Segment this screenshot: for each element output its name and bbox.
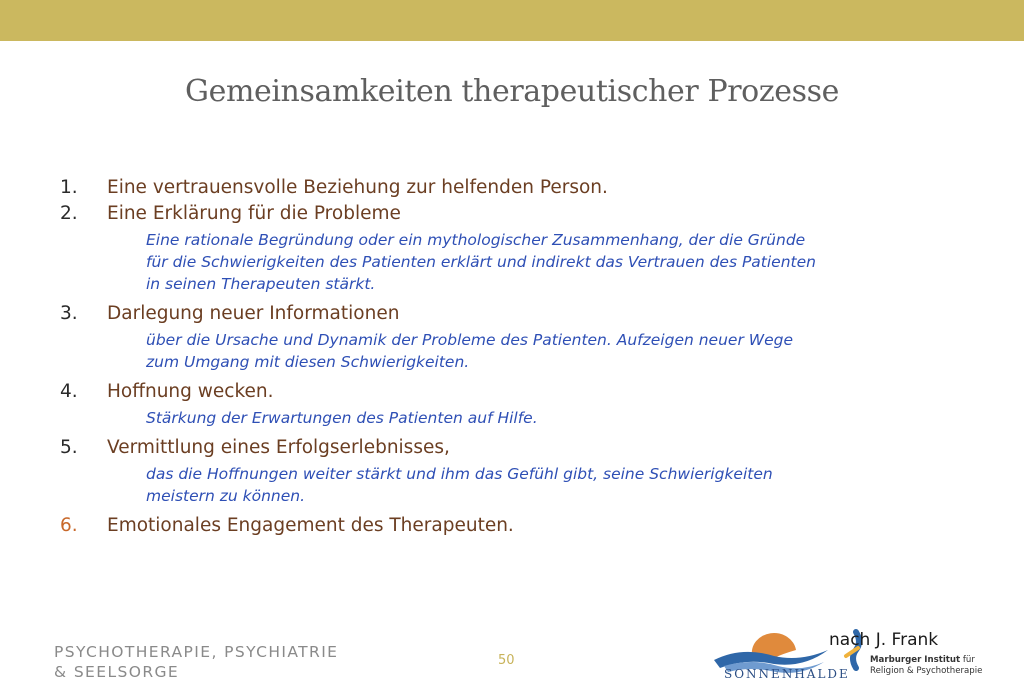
item-text: Eine Erklärung für die Probleme <box>107 203 401 224</box>
item-description <box>60 463 976 507</box>
list-item <box>60 201 980 295</box>
item-description <box>60 229 976 295</box>
attribution-text: nach J. Frank <box>829 630 939 650</box>
item-description <box>60 407 976 429</box>
item-number: 1. <box>60 177 78 198</box>
marburg-logo-text <box>870 655 982 677</box>
description-line: meistern zu können. <box>146 487 306 505</box>
list-item <box>60 435 980 507</box>
description-line: in seinen Therapeuten stärkt. <box>146 275 376 293</box>
description-line: zum Umgang mit diesen Schwierigkeiten. <box>146 353 470 371</box>
description-line: das die Hoffnungen weiter stärkt und ihm das Gefühl gibt, seine Schwierigkeiten <box>146 465 773 483</box>
list-item <box>60 301 980 373</box>
description-line: Eine rationale Begründung oder ein mythologischer Zusammenhang, der die Gründe <box>146 231 806 249</box>
description-line: Stärkung der Erwartungen des Patienten auf Hilfe. <box>146 409 538 427</box>
top-accent-bar <box>0 0 1024 41</box>
item-text: Emotionales Engagement des Therapeuten. <box>107 515 514 536</box>
marburg-suffix: für <box>960 655 975 665</box>
marburg-line2: Religion & Psychotherapie <box>870 666 983 676</box>
item-text: Eine vertrauensvolle Beziehung zur helfenden Person. <box>107 177 608 198</box>
footer-line: & SEELSORGE <box>54 663 180 681</box>
item-description <box>60 329 976 373</box>
description-line: über die Ursache und Dynamik der Probleme des Patienten. Aufzeigen neuer Wege <box>146 331 793 349</box>
list-item <box>60 513 980 539</box>
marburg-line1 <box>870 655 982 666</box>
footer-line: PSYCHOTHERAPIE, PSYCHIATRIE <box>54 643 339 661</box>
item-number: 6. <box>60 515 78 536</box>
item-number: 3. <box>60 303 78 324</box>
footer-brand <box>54 642 338 682</box>
slide-title: Gemeinsamkeiten therapeutischer Prozesse <box>185 74 839 109</box>
item-text: Darlegung neuer Informationen <box>107 303 400 324</box>
item-text: Hoffnung wecken. <box>107 381 274 402</box>
page-number: 50 <box>498 653 515 668</box>
item-text: Vermittlung eines Erfolgserlebnisses, <box>107 437 450 458</box>
description-line: für die Schwierigkeiten des Patienten erklärt und indirekt das Vertrauen des Patienten <box>146 253 816 271</box>
marburg-institute-name: Marburger Institut <box>870 655 961 665</box>
item-number: 2. <box>60 203 78 224</box>
sonnenhalde-logo-text: SONNENHALDE <box>724 667 850 681</box>
process-list <box>60 175 980 539</box>
item-number: 4. <box>60 381 78 402</box>
list-item <box>60 175 980 201</box>
item-number: 5. <box>60 437 78 458</box>
list-item <box>60 379 980 429</box>
